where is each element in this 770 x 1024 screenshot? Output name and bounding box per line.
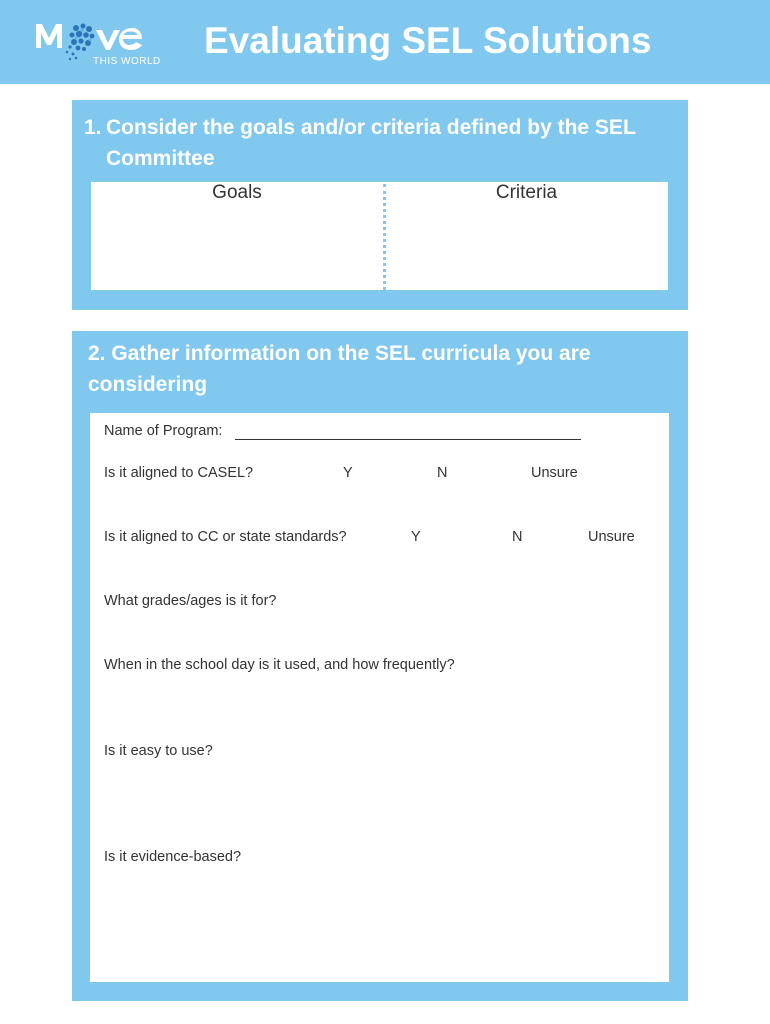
standards-question: Is it aligned to CC or state standards? [104, 529, 347, 545]
section-number: 1. [84, 116, 102, 139]
program-name-field[interactable] [235, 439, 581, 440]
program-evaluation-form [90, 413, 669, 982]
standards-option-y[interactable]: Y [411, 529, 421, 545]
section-title: 2. Gather information on the SEL curricula you are considering [88, 342, 591, 396]
goals-column-header: Goals [212, 182, 262, 203]
program-name-label: Name of Program: [104, 423, 223, 439]
page-title: Evaluating SEL Solutions [204, 20, 652, 61]
standards-option-unsure[interactable]: Unsure [588, 529, 635, 545]
school-day-question: When in the school day is it used, and how frequently? [104, 657, 455, 673]
move-this-world-logo [32, 14, 172, 70]
section-title: Consider the goals and/or criteria defined by the SEL Committee [106, 116, 636, 170]
ease-of-use-question: Is it easy to use? [104, 743, 213, 759]
casel-question: Is it aligned to CASEL? [104, 465, 254, 481]
goals-criteria-table [91, 182, 668, 290]
evidence-question: Is it evidence-based? [104, 849, 242, 865]
standards-option-n[interactable]: N [512, 529, 523, 545]
casel-option-y[interactable]: Y [343, 465, 353, 481]
page-header [0, 0, 770, 84]
criteria-column-header: Criteria [495, 182, 558, 203]
goals-criteria-section [72, 100, 688, 310]
casel-option-unsure[interactable]: Unsure [531, 465, 578, 481]
gather-info-section [72, 331, 688, 1001]
logo-tagline: THIS WORLD [93, 56, 161, 67]
grades-question: What grades/ages is it for? [104, 593, 277, 609]
casel-option-n[interactable]: N [437, 465, 448, 481]
